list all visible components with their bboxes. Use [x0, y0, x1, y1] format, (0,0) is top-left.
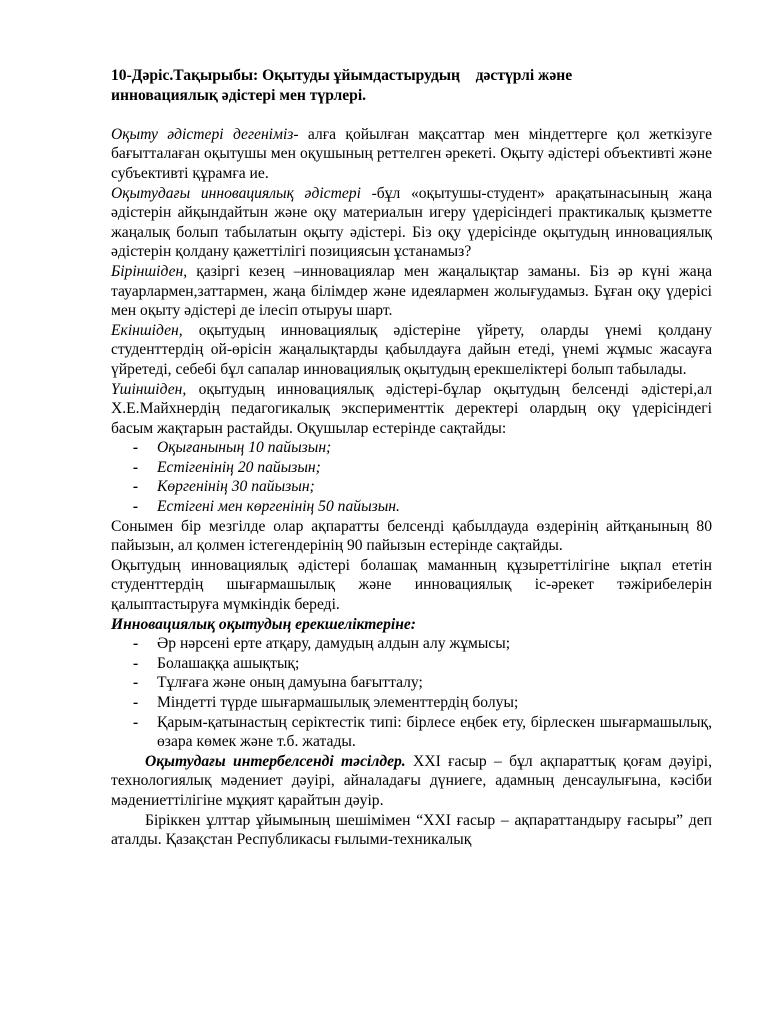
- paragraph-text: оқытудың инновациялық әдістеріне үйрету, оларды үнемі қолдану студенттердің ой-өрісін жаңалықтарды қабылдауға дайын етеді, үнемі жұмыс жасауға үйретеді, себебі бұл сапалар инновациялық оқытудың ерекшеліктері болып табылады.: [111, 321, 712, 378]
- list-item: - Оқығанының 10 пайызын;: [111, 438, 712, 458]
- paragraph-interactive-methods: [111, 752, 712, 811]
- paragraph-first: [111, 262, 712, 321]
- list-item: - Естігені мен көргенінің 50 пайызын.: [111, 497, 712, 517]
- paragraph-competence: Оқытудың инновациялық әдістері болашақ маманның құзыреттілігіне ықпал ететін студенттердің шығармашылық және инновациялық іс-әрекет тәжірибелерін қалыптастыруға мүмкіндік береді.: [111, 556, 712, 614]
- paragraph-innovative-methods: [111, 184, 712, 262]
- paragraph-un-decision: Біріккен ұлттар ұйымының шешімімен “XXI ғасыр – ақпараттандыру ғасыры” деп аталды. Қазақстан Республикасы ғылыми-техникалық: [111, 811, 712, 849]
- paragraph-lead: Екіншіден,: [111, 321, 183, 339]
- list-item: - Қарым-қатынастың серіктестік типі: бірлесе еңбек ету, бірлескен шығармашылық, өзара көмек және т.б. жатады.: [111, 713, 712, 752]
- paragraph-active-retention: Сонымен бір мезгілде олар ақпаратты белсенді қабылдауда өздерінің айтқанының 80 пайызын, ал қолмен істегендерінің 90 пайызын естерінде сақтайды.: [111, 517, 712, 555]
- features-heading: Инновациялық оқытудың ерекшеліктеріне:: [111, 615, 416, 633]
- paragraph-second: [111, 321, 712, 380]
- paragraph-lead: Оқытудағы интербелсенді тәсілдер.: [145, 752, 406, 770]
- paragraph-lead: Оқыту әдістері дегеніміз-: [111, 125, 299, 143]
- list-item: - Болашаққа ашықтық;: [111, 654, 712, 674]
- lecture-title: [111, 66, 712, 105]
- paragraph-third: [111, 380, 712, 439]
- paragraph-lead: Біріншіден: [111, 262, 184, 280]
- list-item: - Әр нәрсені ерте атқару, дамудың алдын алу жұмысы;: [111, 634, 712, 654]
- paragraph-lead: Оқытудағы инновациялық әдістері: [111, 184, 361, 202]
- paragraph-text: , қазіргі кезең –инновациялар мен жаңалықтар заманы. Біз әр күні жаңа тауарлармен,заттармен, жаңа білімдер және идеялармен жолығудамыз. Бұған оқу үдерісі мен оқыту әдістері де ілесіп отыруы шарт.: [111, 262, 712, 320]
- list-item: - Көргенінің 30 пайызын;: [111, 477, 712, 497]
- list-item: - Міндетті түрде шығармашылық элементтердің болуы;: [111, 693, 712, 713]
- list-item: - Естігенінің 20 пайызын;: [111, 458, 712, 478]
- title-line-2: инновациялық әдістері мен түрлері.: [111, 86, 367, 104]
- paragraph-text: оқытудың инновациялық әдістері-бұлар оқытудың белсенді әдістері,ал Х.Е.Майхнердің педагогикалық эксперименттік деректері олардың оқу үдерісіндегі басым жақтарын растайды. Оқушылар естерінде сақтайды:: [111, 380, 712, 437]
- title-line-1: 10-Дәріс.Тақырыбы: Оқытуды ұйымдастырудың дәстүрлі және: [111, 67, 573, 84]
- paragraph-text: -бұл «оқытушы-студент» арақатынасының жаңа әдістерін айқындайтын және оқу материалын игеру үдерісіндегі практикалық қызметте жаңалық болып табылатын оқыту әдістері. Біз оқу үдерісінде оқытудың инновациялық әдістерін қолдану қажеттілігі позициясын ұстанамыз?: [111, 184, 712, 261]
- paragraph-lead: Үшіншіден,: [111, 380, 187, 398]
- retention-list: [111, 438, 712, 516]
- features-list: [111, 634, 712, 752]
- paragraph-text: алға қойылған мақсаттар мен міндеттерге қол жеткізуге бағытталаған оқытушы мен оқушының реттелген әрекеті. Оқыту әдістері объективті және субъективті құрамға ие.: [111, 125, 712, 182]
- paragraph-text: XXI ғасыр – бұл ақпараттық қоғам дәуірі, технологиялық мәдениет дәуірі, айналадағы дүниеге, адамның денсаулығына, кәсіби мәдениеттілігіне мұқият қарайтын дәуір.: [111, 752, 712, 809]
- paragraph-definition: [111, 125, 712, 184]
- list-item: - Тұлғаға және оның дамуына бағытталу;: [111, 673, 712, 693]
